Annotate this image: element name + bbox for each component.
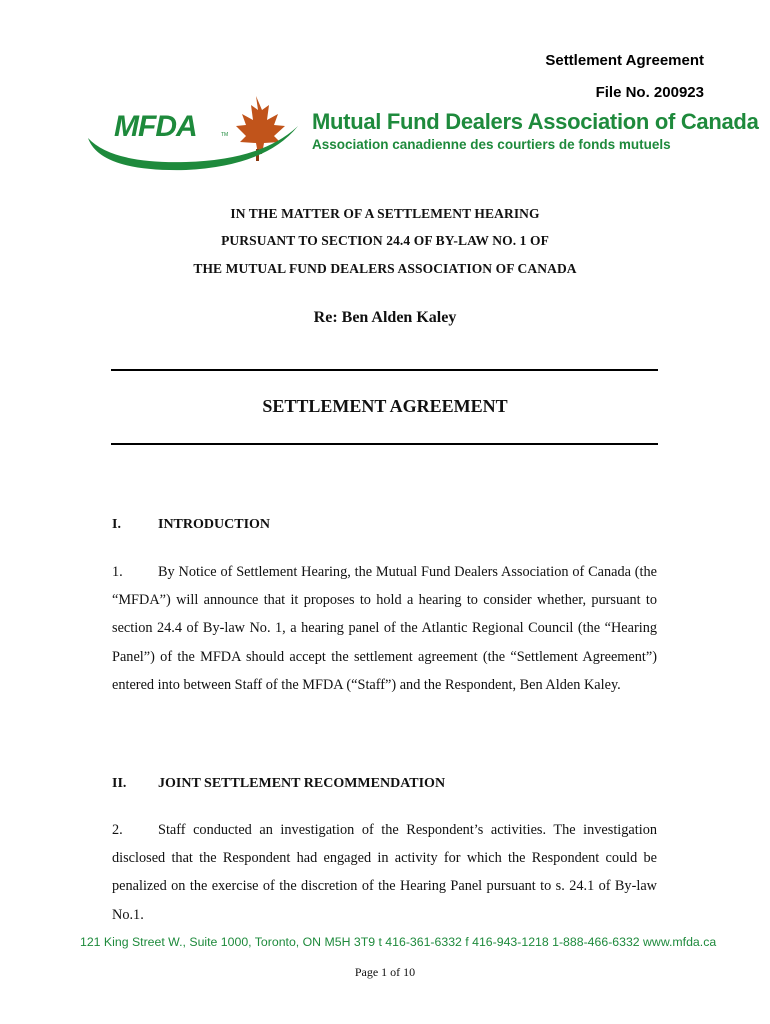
file-number: File No. 200923 [595,84,704,101]
footer-address: 121 King Street W., Suite 1000, Toronto, ON M5H 3T9 t 416-361-6332 f 416-943-1218 1-888-466-6332 www.mfda.ca [80,935,717,949]
paragraph-2 [112,816,657,929]
section-heading-joint-settlement [112,776,445,792]
paragraph-1 [112,558,657,699]
paragraph-text: Staff conducted an investigation of the Respondent’s activities. The investigation disclosed that the Respondent had engaged in activity for which the Respondent could be penalized on the exercise of the discretion of the Hearing Panel pursuant to s. 24.1 of By-law No.1. [112,822,657,923]
matter-line-3: THE MUTUAL FUND DEALERS ASSOCIATION OF CANADA [193,261,577,276]
org-name-english: Mutual Fund Dealers Association of Canada [312,109,759,134]
section-number: I. [112,517,121,532]
section-heading-introduction [112,517,270,533]
paragraph-number: 1. [112,564,123,580]
org-name-french: Association canadienne des courtiers de fonds mutuels [312,137,671,152]
paragraph-number: 2. [112,822,123,838]
page-number: Page 1 of 10 [354,965,416,979]
title-rule-bottom [111,443,658,445]
matter-line-2: PURSUANT TO SECTION 24.4 OF BY-LAW NO. 1 OF [221,233,549,248]
mfda-logo [86,94,306,174]
logo-acronym: MFDA [114,110,197,143]
section-number: II. [112,776,127,791]
section-title: JOINT SETTLEMENT RECOMMENDATION [158,776,446,791]
logo-trademark: TM [221,132,229,138]
paragraph-text: By Notice of Settlement Hearing, the Mutual Fund Dealers Association of Canada (the “MFDA”) will announce that it proposes to hold a hearing to consider whether, pursuant to section 24.4 of By-law No. 1, a hearing panel of the Atlantic Regional Council (the “Hearing Panel”) of the MFDA should accept the settlement agreement (the “Settlement Agreement”) entered into between Staff of the MFDA (“Staff”) and the Respondent, Ben Alden Kaley. [112,564,657,693]
re-line: Re: Ben Alden Kaley [313,309,457,326]
document-type-label: Settlement Agreement [545,52,704,69]
section-title: INTRODUCTION [158,517,271,532]
matter-line-1: IN THE MATTER OF A SETTLEMENT HEARING [230,206,540,221]
title-rule-top [111,369,658,371]
document-title: SETTLEMENT AGREEMENT [262,396,508,416]
